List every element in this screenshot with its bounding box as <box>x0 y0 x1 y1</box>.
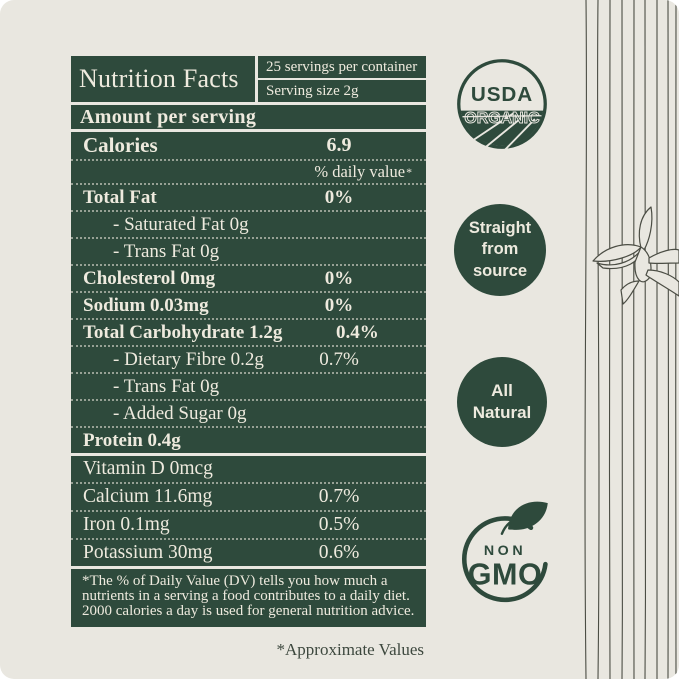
nutrient-daily-value: 0% <box>324 294 354 316</box>
nutrient-row <box>71 428 426 453</box>
main-nutrients-section <box>71 132 426 453</box>
nutrient-row <box>71 185 426 212</box>
badge-text-line: from <box>481 240 519 259</box>
serving-size: Serving size 2g <box>258 80 426 102</box>
mineral-row <box>71 540 426 566</box>
calories-value: 6.9 <box>326 134 352 156</box>
organic-strikethrough-line <box>463 116 542 117</box>
origami-plant-icon <box>593 207 679 304</box>
mineral-row <box>71 484 426 512</box>
nutrient-row <box>71 266 426 293</box>
badge-text-line: source <box>472 261 528 280</box>
label-header <box>71 56 426 102</box>
mineral-daily-value: 0.6% <box>318 542 360 563</box>
usda-text: USDA <box>470 83 534 107</box>
gmo-text: GMO <box>467 557 543 592</box>
organic-text: ORGANIC <box>464 109 541 127</box>
mineral-name: Calcium 11.6mg <box>83 486 213 507</box>
nutrition-facts-title-text: Nutrition Facts <box>79 64 239 93</box>
mineral-name: Potassium 30mg <box>83 542 213 563</box>
stem-lines <box>585 0 677 679</box>
nutrition-facts-label <box>71 56 426 660</box>
nutrient-row <box>71 347 426 374</box>
badge-text-line: Straight <box>468 219 532 238</box>
nutrient-name: Protein 0.4g <box>83 429 181 451</box>
amount-per-serving-bar: Amount per serving <box>71 105 426 129</box>
nutrition-facts-title <box>71 56 255 102</box>
nutrient-row <box>71 320 426 347</box>
daily-value-text: % daily value <box>314 162 406 181</box>
approximate-values-note: *Approximate Values <box>276 640 424 659</box>
all-natural-badge <box>457 357 547 447</box>
nutrient-row <box>71 374 426 401</box>
nutrient-row <box>71 239 426 266</box>
mineral-row <box>71 456 426 484</box>
nutrient-daily-value: 0.7% <box>319 348 359 370</box>
badge-text-line: All <box>491 380 513 400</box>
nutrient-name: - Trans Fat 0g <box>113 375 220 397</box>
nutrient-daily-value: 0% <box>324 186 354 208</box>
minerals-section <box>71 456 426 566</box>
mineral-daily-value: 0.7% <box>318 486 360 507</box>
nutrient-daily-value: 0% <box>324 267 354 289</box>
mineral-name: Iron 0.1mg <box>83 514 170 535</box>
mineral-daily-value: 0.5% <box>318 514 360 535</box>
usda-organic-badge <box>455 57 549 151</box>
non-text: NON <box>483 543 527 560</box>
nutrient-name: Cholesterol 0mg <box>83 267 216 289</box>
nutrient-name: - Trans Fat 0g <box>113 240 220 262</box>
nutrient-name: Total Fat <box>83 186 157 208</box>
daily-value-footnote: *The % of Daily Value (DV) tells you how much a nutrients in a serving a food contributes to a daily diet. 2000 calories a day is used for general nutrition advice. <box>71 569 426 627</box>
calories-row <box>71 132 426 161</box>
plant-stems-illustration <box>583 0 679 679</box>
nutrient-row <box>71 401 426 428</box>
serving-info-box <box>258 56 426 102</box>
badge-text-line: Natural <box>472 403 532 422</box>
calories-label: Calories <box>83 133 158 157</box>
daily-value-header <box>71 161 426 185</box>
straight-from-source-badge <box>454 204 546 296</box>
leaf-icon <box>508 502 548 530</box>
mineral-name: Vitamin D 0mcg <box>83 458 213 479</box>
nutrient-daily-value: 0.4% <box>335 321 379 343</box>
mineral-row <box>71 512 426 540</box>
nutrient-name: Total Carbohydrate 1.2g <box>83 321 283 343</box>
nutrient-rows <box>71 185 426 453</box>
nutrient-row <box>71 293 426 320</box>
nutrient-name: - Saturated Fat 0g <box>113 213 249 235</box>
servings-per-container: 25 servings per container <box>258 56 426 78</box>
nutrient-name: - Added Sugar 0g <box>113 402 247 424</box>
daily-value-asterisk: * <box>406 164 412 179</box>
nutrient-row <box>71 212 426 239</box>
nutrient-name: - Dietary Fibre 0.2g <box>113 348 264 370</box>
nutrient-name: Sodium 0.03mg <box>83 294 209 316</box>
non-gmo-badge <box>449 495 561 607</box>
